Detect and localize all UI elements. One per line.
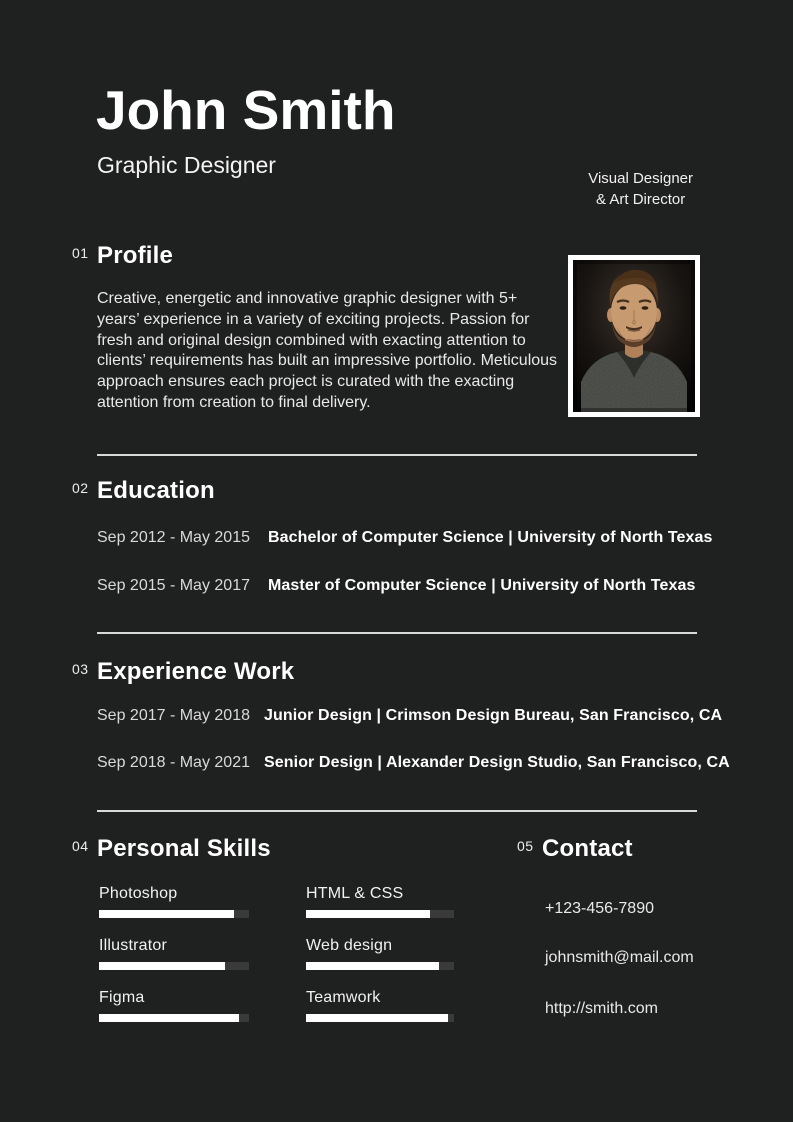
skill-label: Figma — [99, 989, 145, 1006]
skill-bar-track — [99, 1014, 249, 1022]
contact-website: http://smith.com — [545, 1000, 658, 1017]
tagline-line2: & Art Director — [596, 191, 686, 208]
skill-bar-fill — [306, 1014, 448, 1022]
education-dates: Sep 2012 - May 2015 — [97, 529, 250, 546]
skill-bar-fill — [306, 962, 439, 970]
skill-bar-fill — [99, 962, 225, 970]
skill-item — [306, 937, 454, 970]
skill-label: Photoshop — [99, 885, 178, 902]
section-number: 03 — [72, 661, 89, 677]
section-number: 01 — [72, 245, 89, 261]
section-title-profile: Profile — [97, 242, 174, 269]
section-title-contact: Contact — [542, 835, 633, 862]
skill-bar-track — [99, 962, 249, 970]
education-degree: Bachelor of Computer Science | University of North Texas — [268, 529, 713, 546]
education-degree: Master of Computer Science | University of North Texas — [268, 577, 696, 594]
person-role: Graphic Designer — [97, 152, 276, 178]
section-number: 04 — [72, 838, 89, 854]
section-experience-header — [72, 659, 294, 685]
skill-label: HTML & CSS — [306, 885, 404, 902]
section-number: 05 — [517, 838, 534, 854]
contact-email: johnsmith@mail.com — [545, 949, 694, 966]
section-title-education: Education — [97, 477, 215, 504]
person-name: John Smith — [96, 79, 396, 141]
skill-bar-track — [306, 910, 454, 918]
skill-item — [99, 885, 249, 918]
skill-bar-fill — [99, 910, 234, 918]
section-title-skills: Personal Skills — [97, 835, 271, 862]
experience-position: Junior Design | Crimson Design Bureau, San Francisco, CA — [264, 707, 723, 724]
skill-label: Teamwork — [306, 989, 381, 1006]
skill-bar-track — [306, 1014, 454, 1022]
skill-label: Illustrator — [99, 937, 167, 954]
experience-position: Senior Design | Alexander Design Studio, San Francisco, CA — [264, 754, 730, 771]
tagline-line1: Visual Designer — [588, 170, 693, 187]
section-skills-header — [72, 836, 271, 862]
contact-phone: +123-456-7890 — [545, 900, 654, 917]
skill-item — [306, 989, 454, 1022]
skill-item — [306, 885, 454, 918]
experience-dates: Sep 2017 - May 2018 — [97, 707, 250, 724]
section-title-experience: Experience Work — [97, 658, 295, 685]
section-number: 02 — [72, 480, 89, 496]
skill-item — [99, 937, 249, 970]
skill-bar-fill — [306, 910, 430, 918]
divider — [97, 632, 697, 634]
section-contact-header — [517, 836, 633, 862]
divider — [97, 810, 697, 812]
skill-bar-track — [306, 962, 454, 970]
portrait-photo-graphic — [573, 260, 695, 412]
portrait-photo — [568, 255, 700, 417]
skill-item — [99, 989, 249, 1022]
skill-label: Web design — [306, 937, 393, 954]
tagline — [588, 168, 693, 210]
skill-bar-fill — [99, 1014, 239, 1022]
education-dates: Sep 2015 - May 2017 — [97, 577, 250, 594]
divider — [97, 454, 697, 456]
skill-bar-track — [99, 910, 249, 918]
section-profile-header — [72, 243, 173, 269]
profile-paragraph: Creative, energetic and innovative graphic designer with 5+ years’ experience in a variety of exciting projects. Passion for fresh and original design combined with exacting attention to clients’ requirements has built an impressive portfolio. Meticulous approach ensures each project is curated with the exacting attention from creation to final delivery. — [97, 290, 558, 411]
section-education-header — [72, 478, 215, 504]
experience-dates: Sep 2018 - May 2021 — [97, 754, 250, 771]
